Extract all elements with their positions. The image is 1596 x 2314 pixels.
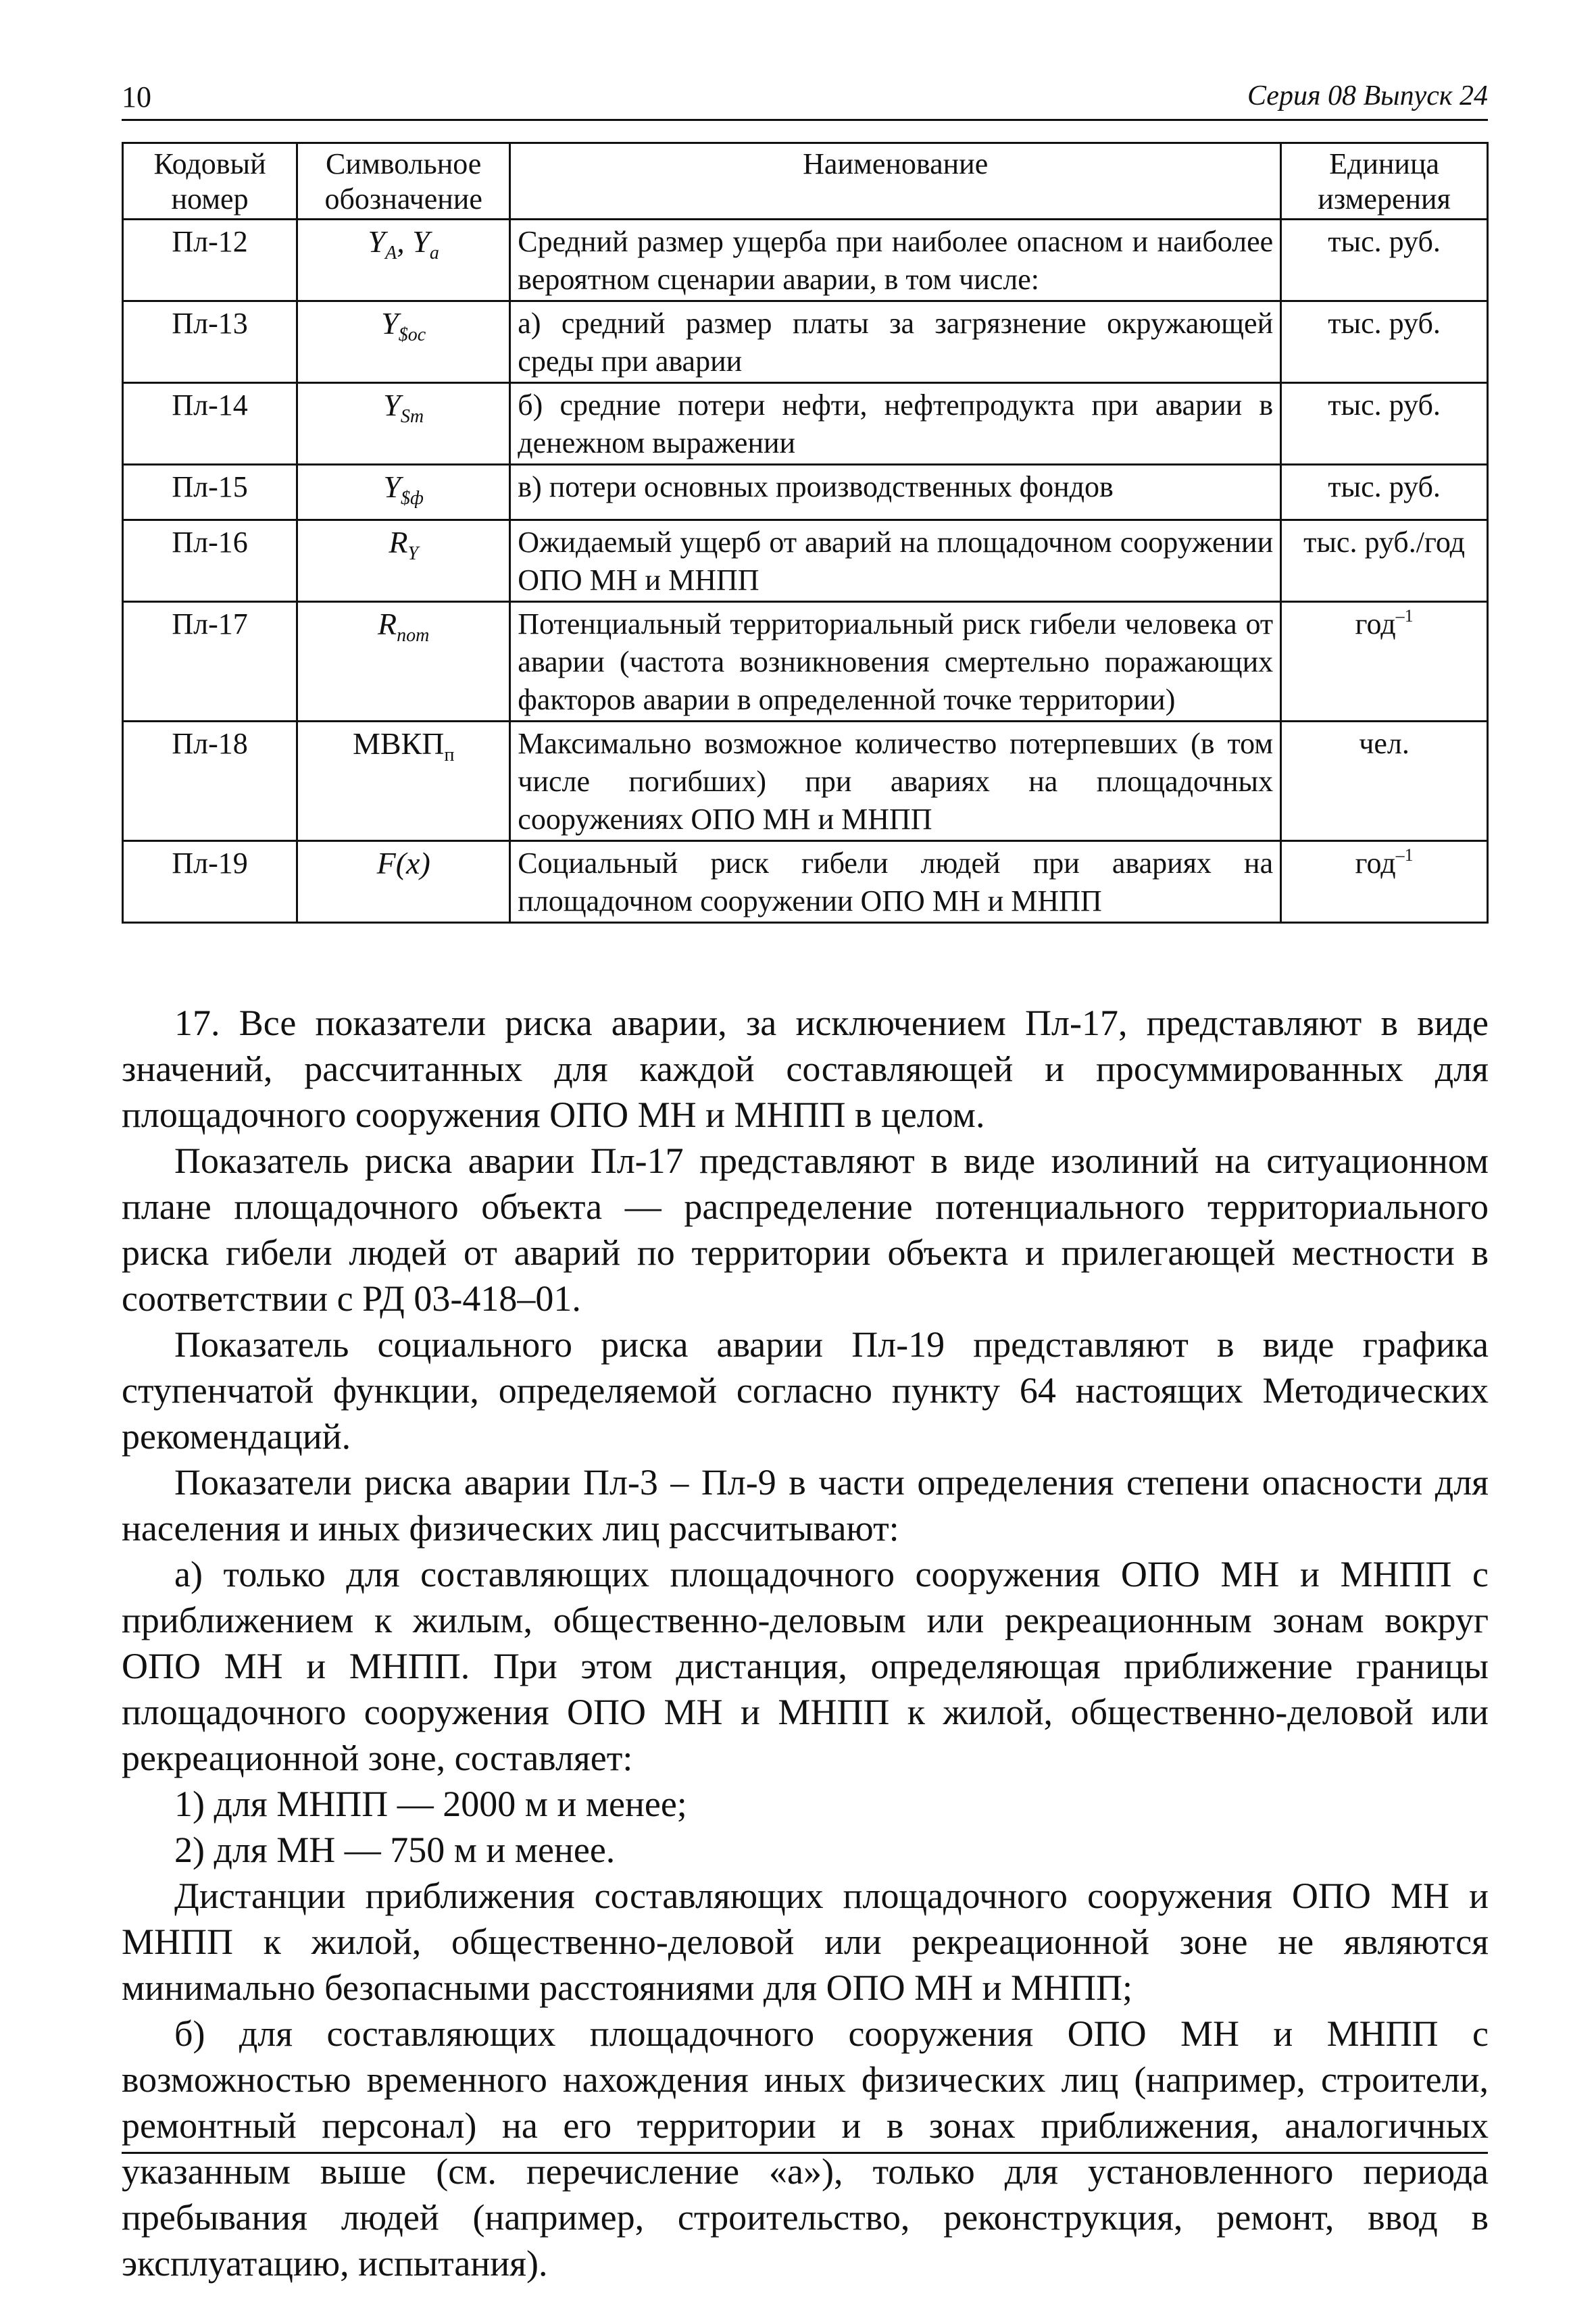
row-unit: тыс. руб.: [1281, 465, 1488, 520]
body-text: [122, 1000, 1489, 2286]
table-row: [123, 520, 1488, 602]
row-symbol: $Y_{\$ф}$: [297, 465, 510, 520]
row-symbol: $R_Y$: [297, 520, 510, 602]
table-row: [123, 220, 1488, 301]
table-row: [123, 841, 1488, 923]
table-row: [123, 722, 1488, 841]
footer-rule: [122, 2152, 1488, 2154]
row-symbol: $Y_A$, $Y_a$: [297, 220, 510, 301]
table-header-row: [123, 143, 1488, 220]
row-name: Социальный риск гибели людей при авариях на площадочном сооружении ОПО МН и МНПП: [510, 841, 1281, 923]
row-code: Пл-15: [123, 465, 297, 520]
row-symbol: $Y_{Sm}$: [297, 383, 510, 465]
series-title: Серия 08 Выпуск 24: [1247, 80, 1488, 111]
row-code: Пл-14: [123, 383, 297, 465]
row-code: Пл-13: [123, 301, 297, 383]
table-row: [123, 383, 1488, 465]
row-code: Пл-12: [123, 220, 297, 301]
row-symbol: $R_{пот}$: [297, 602, 510, 722]
row-code: Пл-16: [123, 520, 297, 602]
column-header-code: Кодовый номер: [123, 143, 297, 220]
row-code: Пл-17: [123, 602, 297, 722]
row-symbol: $МВКП_п$: [297, 722, 510, 841]
indicators-table: [122, 142, 1489, 924]
row-code: Пл-19: [123, 841, 297, 923]
paragraph: б) для составляющих площадочного сооружения ОПО МН и МНПП с возможностью временного нахождения иных физических лиц (например, строители, ремонтный персонал) на его территории и в зонах приближения, аналогичных указанным выше (см. перечисление «а»), только для установленного периода пребывания людей (например, строительство, реконструкция, ремонт, ввод в эксплуатацию, испытания).: [122, 2013, 1489, 2284]
row-name: Ожидаемый ущерб от аварий на площадочном сооружении ОПО МН и МНПП: [510, 520, 1281, 602]
row-unit: тыс. руб.: [1281, 220, 1488, 301]
row-name: Максимально возможное количество потерпевших (в том числе погибших) при авариях на площадочных сооружениях ОПО МН и МНПП: [510, 722, 1281, 841]
row-symbol: $Y_{\$ос}$: [297, 301, 510, 383]
row-unit: тыс. руб.: [1281, 301, 1488, 383]
row-symbol: F(x): [297, 841, 510, 923]
row-unit: тыс. руб./год: [1281, 520, 1488, 602]
row-unit: год$^{-1}$: [1281, 602, 1488, 722]
table-row: [123, 301, 1488, 383]
row-name: Потенциальный территориальный риск гибели человека от аварии (частота возникновения смертельно поражающих факторов аварии в определенной точке территории): [510, 602, 1281, 722]
paragraph: Дистанции приближения составляющих площадочного сооружения ОПО МН и МНПП к жилой, общественно-деловой или рекреационной зоне не являются минимально безопасными расстояниями для ОПО МН и МНПП;: [122, 1876, 1489, 2008]
list-item: 2) для МН — 750 м и менее.: [174, 1830, 616, 1870]
row-name: б) средние потери нефти, нефтепродукта при аварии в денежном выражении: [510, 383, 1281, 465]
row-name: в) потери основных производственных фондов: [510, 465, 1281, 520]
column-header-name: Наименование: [510, 143, 1281, 220]
paragraph: Показатель риска аварии Пл-17 представляют в виде изолиний на ситуационном плане площадочного объекта — распределение потенциального территориального риска гибели людей от аварий по территории объекта и прилегающей местности в соответствии с РД 03-418–01.: [122, 1140, 1489, 1319]
row-unit: год$^{-1}$: [1281, 841, 1488, 923]
header-rule: [122, 119, 1488, 121]
row-name: а) средний размер платы за загрязнение окружающей среды при аварии: [510, 301, 1281, 383]
row-unit: чел.: [1281, 722, 1488, 841]
column-header-symbol: Символьное обозначение: [297, 143, 510, 220]
table-row: [123, 465, 1488, 520]
paragraph: Показатели риска аварии Пл-3 – Пл-9 в части определения степени опасности для населения и иных физических лиц рассчитывают:: [122, 1462, 1489, 1549]
column-header-unit: Единица измерения: [1281, 143, 1488, 220]
paragraph: Показатель социального риска аварии Пл-19 представляют в виде графика ступенчатой функции, определяемой согласно пункту 64 настоящих Методических рекомендаций.: [122, 1324, 1489, 1457]
row-name: Средний размер ущерба при наиболее опасном и наиболее вероятном сценарии аварии, в том числе:: [510, 220, 1281, 301]
paragraph: а) только для составляющих площадочного сооружения ОПО МН и МНПП с приближением к жилым, общественно-деловым или рекреационным зонам вокруг ОПО МН и МНПП. При этом дистанция, определяющая приближение границы площадочного сооружения ОПО МН и МНПП к жилой, общественно-деловой или рекреационной зоне, составляет:: [122, 1554, 1489, 1778]
list-item: 1) для МНПП — 2000 м и менее;: [174, 1784, 687, 1824]
table-row: [123, 602, 1488, 722]
page-number: 10: [122, 80, 151, 114]
paragraph: 17. Все показатели риска аварии, за исключением Пл-17, представляют в виде значений, рассчитанных для каждой составляющей и просуммированных для площадочного сооружения ОПО МН и МНПП в целом.: [122, 1003, 1489, 1135]
row-code: Пл-18: [123, 722, 297, 841]
row-unit: тыс. руб.: [1281, 383, 1488, 465]
